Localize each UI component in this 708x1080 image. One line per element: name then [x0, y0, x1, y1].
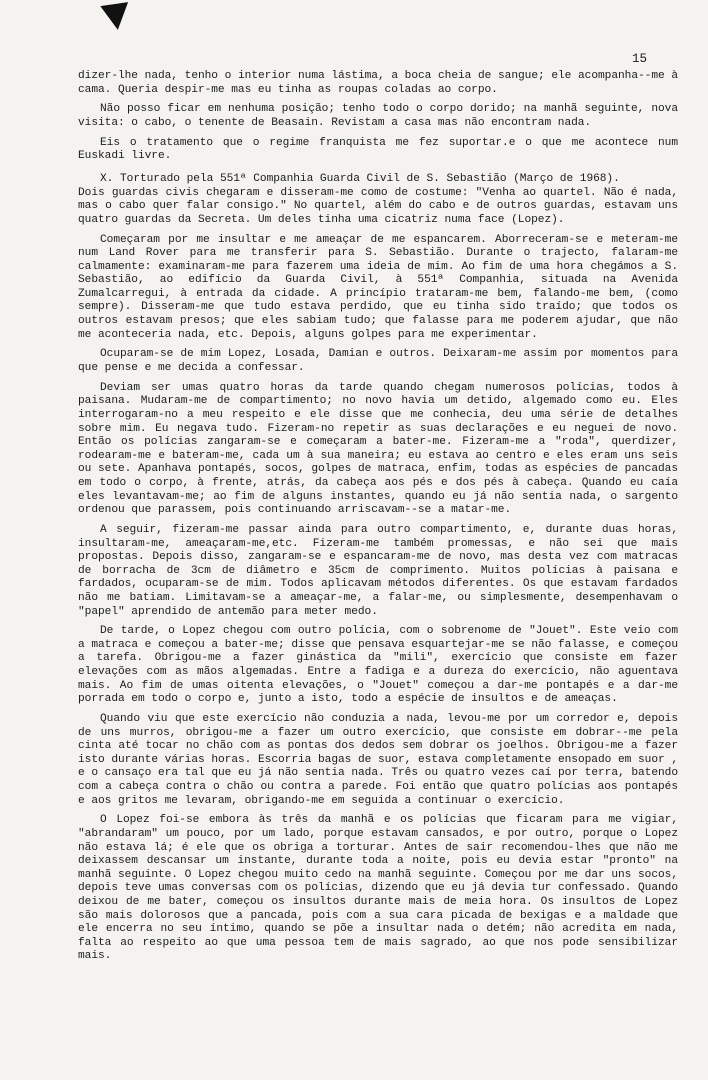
paragraph: Dois guardas civis chegaram e disseram-me como de costume: "Venha ao quartel. Não é nada, mas o cabo quer falar consigo." No quartel, além do cabo e de outros guardas, estavam uns quatro guardas da Secreta. Um deles tinha uma cicatriz numa face (Lopez). [78, 186, 678, 226]
body-text [78, 70, 678, 970]
paragraph: Eis o tratamento que o regime franquista me fez suportar.e o que me acontece num Euskadi livre. [78, 136, 678, 163]
ink-mark [100, 2, 131, 32]
paragraph: De tarde, o Lopez chegou com outro polícia, com o sobrenome de "Jouet". Este veio com a matraca e começou a bater-me; disse que pensava esquartejar-me se não falasse, e começou a tarefa. Obrigou-me a fazer ginástica da "mili", exercício que consiste em fazer elevações com as mãos algemadas. Entre a fadiga e a dureza do exercício, não aguentava mais. Ao fim de umas oitenta elevações, o "Jouet" começou a dar-me pontapés e a dar-me porrada em todo o corpo e, junto a isto, todo a espécie de insultos e de ameaças. [78, 625, 678, 706]
page-number: 15 [632, 52, 648, 66]
paragraph: O Lopez foi-se embora às três da manhã e os polícias que ficaram para me vigiar, "abrandaram" um pouco, por um lado, porque estavam cansados, e por outro, porque o Lopez não estava lá; é ele que os obriga a torturar. Antes de sair recomendou-lhes que não me deixassem descansar um instante, durante toda a noite, pois eu devia estar "pronto" na manhã seguinte. O Lopez chegou muito cedo na manhã seguinte. Começou por me dar uns socos, depois teve umas conversas com os polícias, dizendo que eu já devia tur confessado. Quando deixou de me bater, começou os insultos durante mais de meia hora. Os insultos de Lopez são mais dolorosos que a pancada, pois com a sua cara picada de bexigas e a maldade que ele encerra no seu íntimo, quando se põe a insultar nada o detém; não acredita em nada, falta ao respeito ao que uma pessoa tem de mais sagrado, ao que nos pode sensibilizar mais. [78, 814, 678, 963]
paragraph: Quando viu que este exercício não conduzia a nada, levou-me por um corredor e, depois de uns murros, obrigou-me a fazer um outro exercício, que consiste em dobrar--me pela cinta até tocar no chão com as pontas dos dedos sem dobrar os joelhos. Obrigou-me a fazer isto durante várias horas. Escorria bagas de suor, estava completamente ensopado em suor , e o cansaço era tal que eu já não sentia nada. Três ou quatro vezes caí por terra, batendo com a cabeça contra o chão ou contra a parede. Foi então que quatro polícias aos pontapés e aos gritos me levaram, obrigando-me em seguida a continuar o exercício. [78, 713, 678, 807]
paragraph: dizer-lhe nada, tenho o interior numa lástima, a boca cheia de sangue; ele acompanha--me à cama. Queria despir-me mas eu tinha as roupas coladas ao corpo. [78, 70, 678, 96]
paragraph: Ocuparam-se de mim Lopez, Losada, Damian e outros. Deixaram-me assim por momentos para que pense e me decida a confessar. [78, 348, 678, 375]
section-heading: X. Torturado pela 551ª Companhia Guarda Civil de S. Sebastião (Março de 1968). [100, 172, 620, 185]
paragraph: A seguir, fizeram-me passar ainda para outro compartimento, e, durante duas horas, insultaram-me, ameaçaram-me,etc. Fizeram-me também promessas, e não sei que mais propostas. Depois disso, zangaram-se e espancaram-me de novo, mas desta vez com matracas de borracha de 3cm de diâmetro e 35cm de comprimento. Muitos polícias à paisana e fardados, ocuparam-se de mim. Todos aplicavam métodos diferentes. Os que estavam fardados não me batiam. Limitavam-se a ameaçar-me, a falar-me, ou simplesmente, desempenhavam o "papel" aprendido de antemão para meter medo. [78, 523, 678, 618]
paragraph: Deviam ser umas quatro horas da tarde quando chegam numerosos polícias, todos à paisana. Mudaram-me de compartimento; no novo havia um detido, algemado como eu. Eles interrogaram-no a meu respeito e ele disse que me conhecia, deu uma série de detalhes sobre mim. Eu negava tudo. Fizeram-no repetir as suas declarações e eu neguei de novo. Então os polícias zangaram-se e começaram a bater-me. Fizeram-me a "roda", querdizer, rodearam-me e bateram-me, cada um à sua maneira; eu estava ao centro e eles eram uns seis ou sete. Apanhava pontapés, socos, golpes de matraca, enfim, todas as espécies de pancadas em todo o corpo, à frente, atrás, da cabeça aos pés e dos pés à cabeça. Quando eu caía eles levantavam-me; ao fim de alguns instantes, quando eu já não sentia nada, o sargento ordenou que parassem, pois continuando arriscavam--se a matar-me. [78, 381, 678, 517]
paragraph: Começaram por me insultar e me ameaçar de me espancarem. Aborreceram-se e meteram-me num Land Rover para me transferir para S. Sebastião. Durante o trajecto, falaram-me calmamente: examinaram-me para fazerem uma ideia de mim. Ao fim de uma hora chegámos a S. Sebastião, ao edifício da Guarda Civil, à 551ª Companhia, situada na Avenida Zumalcarregui, à entrada da cidade. A princípio trataram-me bem, falando-me bem, (como sempre). Disseram-me que tudo estava perdido, que eu tinha sido traído; que todos os outros estavam presos; que eles sabiam tudo; que falasse para me poderem ajudar, que não me aconteceria nada, etc. Depois, alguns golpes para me experimentar. [78, 233, 678, 341]
paragraph: Não posso ficar em nenhuma posição; tenho todo o corpo dorido; na manhã seguinte, nova visita: o cabo, o tenente de Beasain. Revistam a casa mas não encontram nada. [78, 103, 678, 129]
